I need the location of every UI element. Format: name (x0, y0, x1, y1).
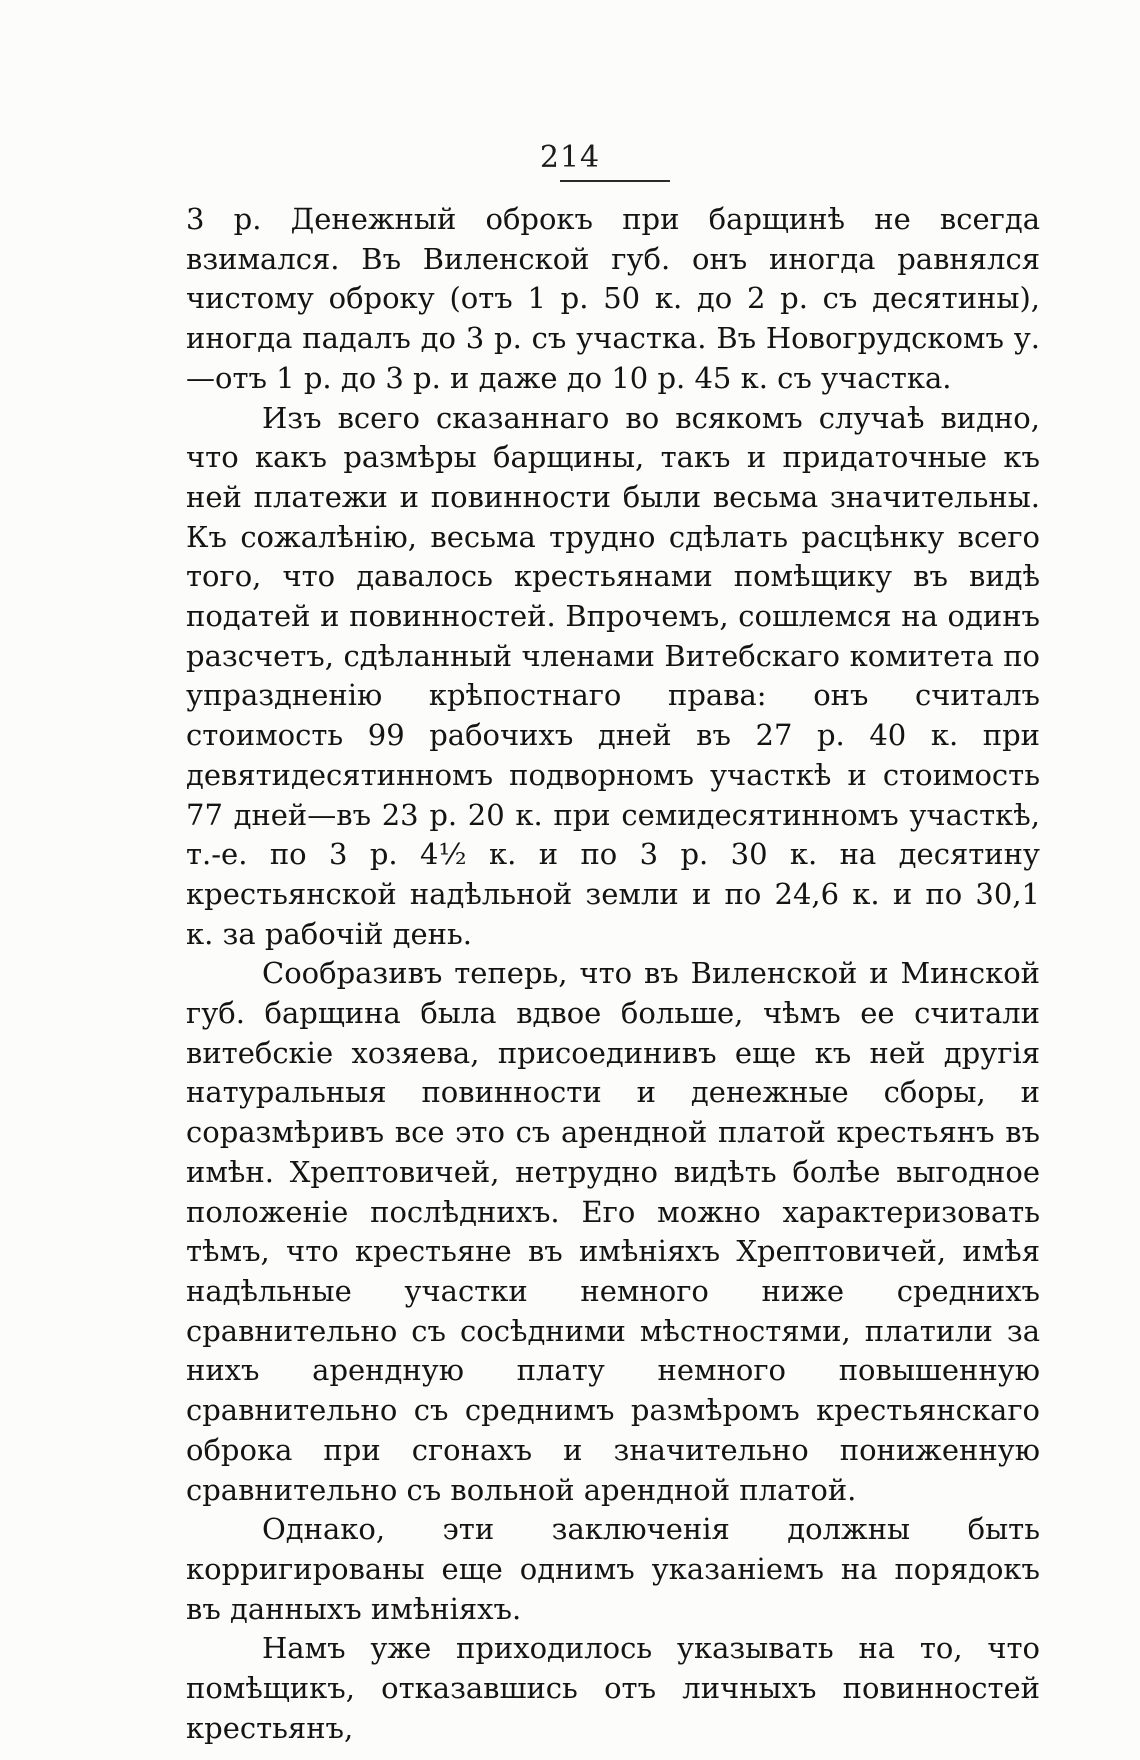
paragraph-5: Намъ уже приходилось указывать на то, что помѣщикъ, отказавшись отъ личныхъ повинностей крестьянъ, (186, 1631, 1040, 1745)
paragraph-3: Сообразивъ теперь, что въ Виленской и Минской губ. барщина была вдвое больше, чѣмъ ее считали витебскіе хозяева, присоединивъ еще къ ней другія натуральныя повинности и денежные сборы, и соразмѣривъ все это съ арендной платой крестьянъ въ имѣн. Хрептовичей, нетрудно видѣть болѣе выгодное положеніе послѣднихъ. Его можно характеризовать тѣмъ, что крестьяне въ имѣніяхъ Хрептовичей, имѣя надѣльные участки немного ниже среднихъ сравнительно съ сосѣдними мѣстностями, платили за нихъ арендную плату немного повышенную сравнительно съ среднимъ размѣромъ крестьянскаго оброка при сгонахъ и значительно пониженную сравнительно съ вольной арендной платой. (186, 956, 1040, 1507)
paragraph-1: 3 р. Денежный оброкъ при барщинѣ не всегда взимался. Въ Виленской губ. онъ иногда равнялся чистому оброку (отъ 1 р. 50 к. до 2 р. съ десятины), иногда падалъ до 3 р. съ участка. Въ Новогрудскомъ у.—отъ 1 р. до 3 р. и даже до 10 р. 45 к. съ участка. (186, 202, 1040, 395)
body-text (186, 200, 1040, 1748)
page-number: 214 (539, 140, 601, 175)
paragraph-2: Изъ всего сказаннаго во всякомъ случаѣ видно, что какъ размѣры барщины, такъ и придаточные къ ней платежи и повинности были весьма значительны. Къ сожалѣнію, весьма трудно сдѣлать расцѣнку всего того, что давалось крестьянами помѣщику въ видѣ податей и повинностей. Впрочемъ, сошлемся на одинъ разсчетъ, сдѣланный членами Витебскаго комитета по упраздненію крѣпостнаго права: онъ считалъ стоимость 99 рабочихъ дней въ 27 р. 40 к. при девятидесятинномъ подворномъ участкѣ и стоимость 77 дней—въ 23 р. 20 к. при семидесятинномъ участкѣ, т.-е. по 3 р. 4½ к. и по 3 р. 30 к. на десятину крестьянской надѣльной земли и по 24,6 к. и по 30,1 к. за рабочій день. (186, 400, 1040, 951)
page-number-rule (560, 180, 670, 182)
paragraph-4: Однако, эти заключенія должны быть корригированы еще однимъ указаніемъ на порядокъ въ данныхъ имѣніяхъ. (186, 1512, 1040, 1626)
page-header (0, 140, 1140, 175)
